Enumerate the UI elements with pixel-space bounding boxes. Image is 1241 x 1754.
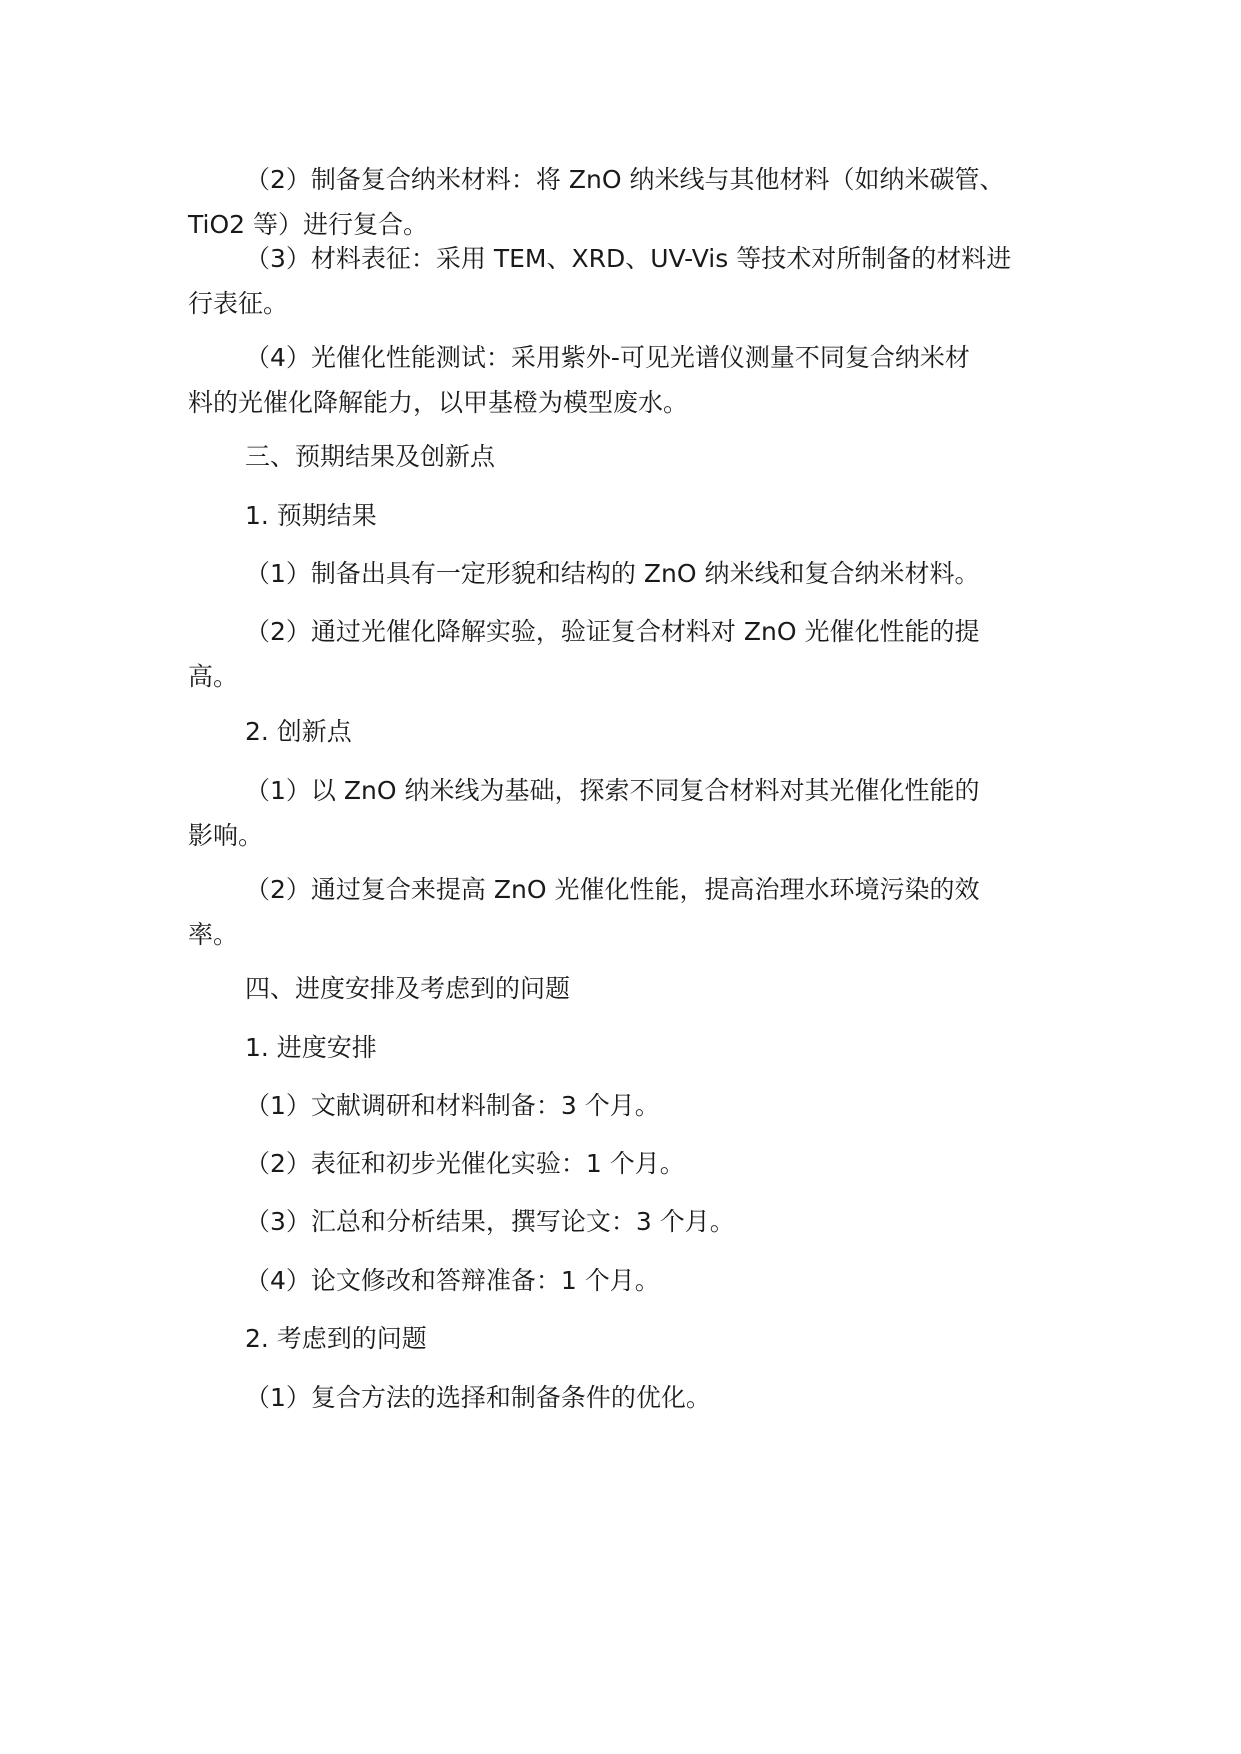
paragraph-prepare-composite	[188, 157, 1068, 247]
section-heading-schedule	[188, 966, 1068, 1011]
subheading-considered-issues	[188, 1316, 1068, 1361]
text-line: 1. 进度安排	[245, 1033, 377, 1062]
paragraph-innovation-1	[188, 768, 1068, 858]
paragraph-innovation-2	[188, 867, 1068, 957]
text-line: （1）以 ZnO 纳米线为基础，探索不同复合材料对其光催化性能的	[245, 776, 980, 805]
text-line: TiO2 等）进行复合。	[188, 210, 428, 239]
text-line: 料的光催化降解能力，以甲基橙为模型废水。	[188, 388, 689, 417]
paragraph-schedule-4	[188, 1258, 1068, 1303]
paragraph-characterization	[188, 236, 1068, 326]
text-line: 1. 预期结果	[245, 501, 377, 530]
paragraph-schedule-3	[188, 1199, 1068, 1244]
text-line: （1）制备出具有一定形貌和结构的 ZnO 纳米线和复合纳米材料。	[245, 559, 980, 588]
text-line: 2. 考虑到的问题	[245, 1324, 427, 1353]
subheading-expected-results	[188, 493, 1068, 538]
text-line: （3）材料表征：采用 TEM、XRD、UV-Vis 等技术对所制备的材料进	[245, 244, 1012, 273]
text-line: （1）复合方法的选择和制备条件的优化。	[245, 1383, 711, 1412]
text-line: （1）文献调研和材料制备：3 个月。	[245, 1091, 660, 1120]
text-line: 三、预期结果及创新点	[245, 442, 496, 471]
text-line: （2）表征和初步光催化实验：1 个月。	[245, 1149, 685, 1178]
text-line: 影响。	[188, 821, 264, 850]
subheading-schedule	[188, 1025, 1068, 1070]
text-line: 高。	[188, 662, 239, 691]
text-line: （2）通过光催化降解实验，验证复合材料对 ZnO 光催化性能的提	[245, 617, 980, 646]
text-line: （4）论文修改和答辩准备：1 个月。	[245, 1266, 660, 1295]
text-line: 四、进度安排及考虑到的问题	[245, 974, 571, 1003]
paragraph-photocatalysis-test	[188, 335, 1068, 425]
text-line: （4）光催化性能测试：采用紫外-可见光谱仪测量不同复合纳米材	[245, 343, 970, 372]
text-line: （2）制备复合纳米材料：将 ZnO 纳米线与其他材料（如纳米碳管、	[245, 165, 1005, 194]
paragraph-issue-1	[188, 1375, 1068, 1420]
section-heading-expected-results	[188, 434, 1068, 479]
subheading-innovation	[188, 709, 1068, 754]
paragraph-result-2	[188, 609, 1068, 699]
paragraph-result-1	[188, 551, 1068, 596]
text-line: （3）汇总和分析结果，撰写论文：3 个月。	[245, 1207, 735, 1236]
text-line: （2）通过复合来提高 ZnO 光催化性能，提高治理水环境污染的效	[245, 875, 980, 904]
paragraph-schedule-1	[188, 1083, 1068, 1128]
text-line: 2. 创新点	[245, 717, 352, 746]
text-line: 率。	[188, 920, 239, 949]
paragraph-schedule-2	[188, 1141, 1068, 1186]
text-line: 行表征。	[188, 289, 289, 318]
